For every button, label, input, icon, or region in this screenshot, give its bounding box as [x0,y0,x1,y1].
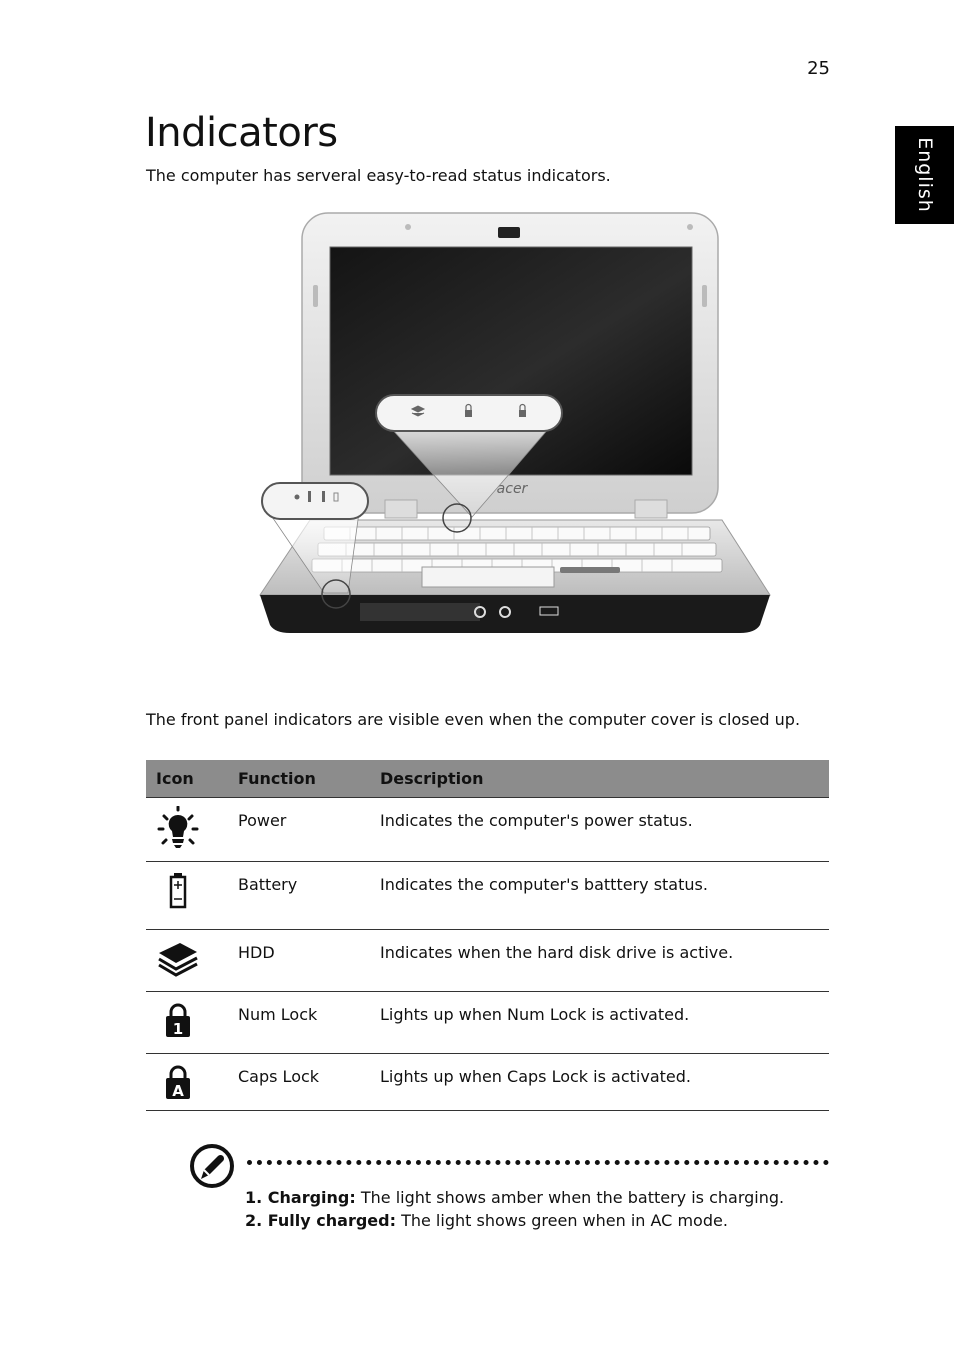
table-row [146,1054,829,1111]
row-function: Num Lock [228,992,370,1054]
row-description: Indicates when the hard disk drive is active. [370,930,829,992]
page-title: Indicators [145,110,338,156]
note-icon [189,1143,235,1189]
note-text [245,1186,784,1232]
table-row [146,930,829,992]
power-icon [156,806,200,854]
front-panel-note: The front panel indicators are visible even when the computer cover is closed up. [146,710,801,729]
note-item-label: 1. Charging: [245,1188,356,1207]
note-item-label: 2. Fully charged: [245,1211,396,1230]
header-function: Function [228,760,370,798]
row-function: HDD [228,930,370,992]
laptop-illustration [250,205,790,650]
row-function: Battery [228,862,370,930]
note-item [245,1186,784,1209]
table-row [146,862,829,930]
svg-text:1: 1 [172,1020,184,1038]
note-divider [247,1160,829,1170]
note-item [245,1209,784,1232]
caps-lock-icon [156,1062,200,1102]
battery-icon [156,870,200,914]
row-description: Indicates the computer's power status. [370,798,829,862]
language-tab-label: English [913,137,936,213]
table-header-row [146,760,829,798]
svg-text:A: A [172,1082,184,1100]
acer-logo: acer [496,481,528,497]
row-description: Lights up when Caps Lock is activated. [370,1054,829,1111]
page-number: 25 [807,58,830,79]
note-item-text: The light shows green when in AC mode. [396,1211,728,1230]
num-lock-icon [156,1000,200,1040]
note-item-text: The light shows amber when the battery is charging. [355,1188,785,1207]
row-function: Power [228,798,370,862]
table-row [146,798,829,862]
row-description: Indicates the computer's batttery status. [370,862,829,930]
table-row [146,992,829,1054]
row-description: Lights up when Num Lock is activated. [370,992,829,1054]
language-tab [895,126,954,224]
intro-text: The computer has serveral easy-to-read status indicators. [146,166,611,185]
indicators-table [146,760,829,1111]
row-function: Caps Lock [228,1054,370,1111]
header-description: Description [370,760,829,798]
header-icon: Icon [146,760,228,798]
hdd-icon [156,938,200,978]
